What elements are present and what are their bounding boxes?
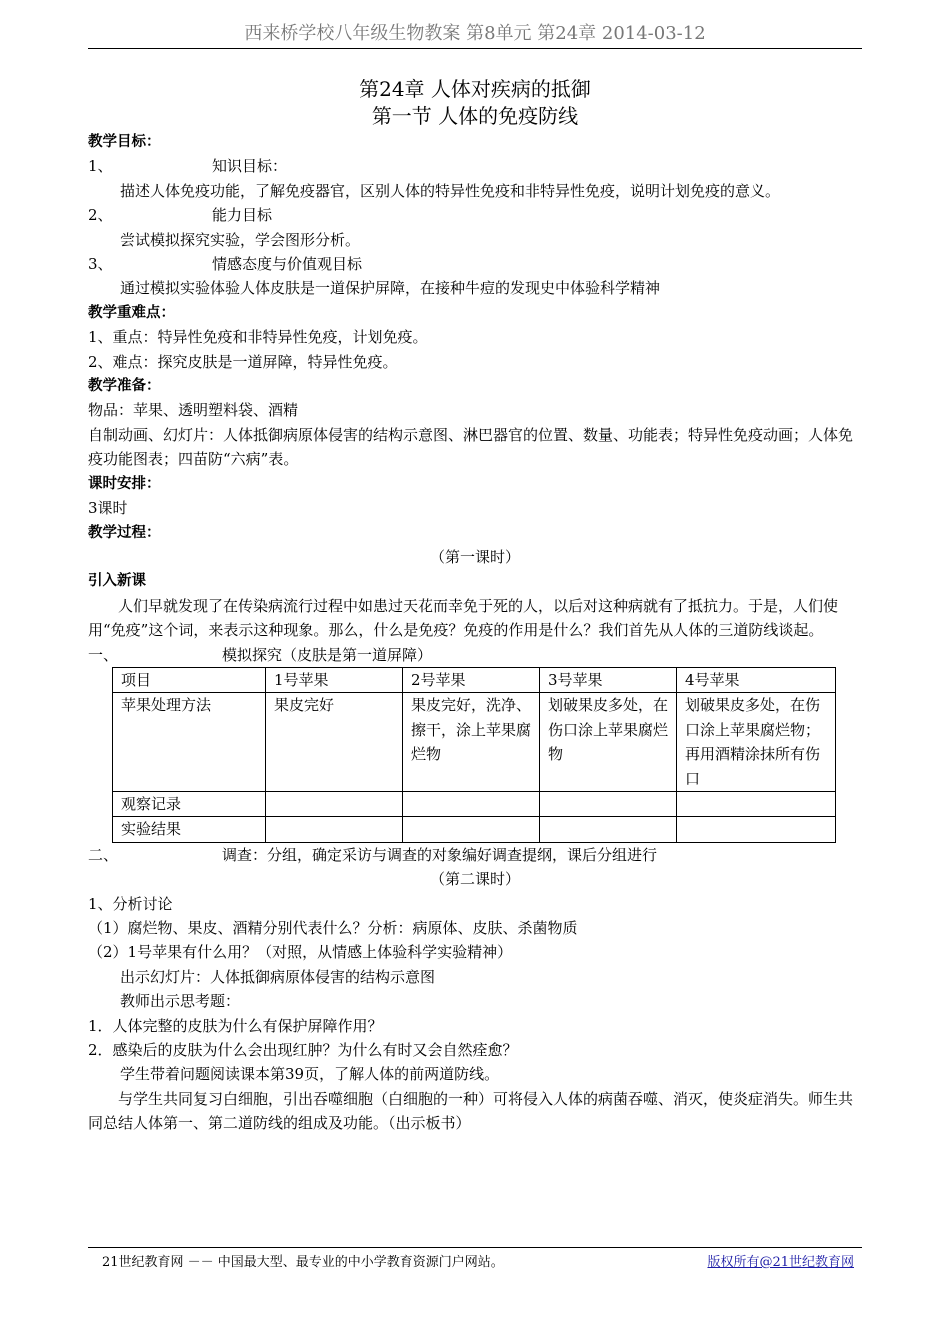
table-cell bbox=[403, 817, 540, 842]
key-heading: 教学重难点： bbox=[88, 304, 175, 321]
table-row bbox=[113, 817, 836, 842]
prep-items: 物品：苹果、透明塑料袋、酒精 bbox=[88, 401, 299, 420]
table-cell bbox=[677, 791, 836, 816]
page-header: 西来桥学校八年级生物教案 第8单元 第24章 2014-03-12 bbox=[88, 20, 862, 49]
footer-site-text: 21世纪教育网 －－ 中国最大型、最专业的中小学教育资源门户网站。 bbox=[102, 1255, 504, 1270]
table-header-cell: 1号苹果 bbox=[266, 667, 403, 692]
goal-text: 描述人体免疫功能，了解免疫器官，区别人体的特异性免疫和非特异性免疫，说明计划免疫的意义。 bbox=[120, 181, 781, 200]
table-cell bbox=[677, 817, 836, 842]
discussion-item: （2）1号苹果有什么用？（对照，从情感上体验科学实验精神） bbox=[88, 943, 513, 962]
teacher-questions-label: 教师出示思考题： bbox=[120, 992, 241, 1011]
goal-3 bbox=[88, 252, 862, 276]
process-heading: 教学过程： bbox=[88, 524, 161, 541]
prep-heading: 教学准备： bbox=[88, 378, 161, 395]
question-item: 1．人体完整的皮肤为什么有保护屏障作用？ bbox=[88, 1016, 383, 1035]
goal-2 bbox=[88, 203, 862, 227]
goal-text: 通过模拟实验体验人体皮肤是一道保护屏障，在接种牛痘的发现史中体验科学精神 bbox=[120, 279, 661, 298]
table-header-cell: 3号苹果 bbox=[540, 667, 677, 692]
goal-text: 尝试模拟探究实验，学会图形分析。 bbox=[120, 230, 361, 249]
table-cell: 划破果皮多处，在伤口涂上苹果腐烂物 bbox=[540, 693, 677, 792]
goal-number: 3、 bbox=[88, 255, 113, 274]
table-cell: 苹果处理方法 bbox=[113, 693, 266, 792]
slide-note: 出示幻灯片：人体抵御病原体侵害的结构示意图 bbox=[120, 967, 436, 986]
table-cell bbox=[540, 791, 677, 816]
discussion-item: （1）腐烂物、果皮、酒精分别代表什么？分析：病原体、皮肤、杀菌物质 bbox=[88, 919, 578, 937]
page-footer bbox=[88, 1247, 862, 1270]
table-header-cell: 4号苹果 bbox=[677, 667, 836, 692]
key-point: 1、重点：特异性免疫和非特异性免疫，计划免疫。 bbox=[88, 328, 428, 347]
hours-value: 3课时 bbox=[88, 499, 128, 518]
chapter-title: 第24章 人体对疾病的抵御 bbox=[359, 77, 591, 101]
experiment-table bbox=[112, 667, 836, 843]
table-header-row bbox=[113, 667, 836, 692]
goal-label: 知识目标： bbox=[212, 157, 288, 176]
table-cell bbox=[540, 817, 677, 842]
intro-paragraph: 人们早就发现了在传染病流行过程中如患过天花而幸免于死的人，以后对这种病就有了抵抗力。于是，人们使用“免疫”这个词，来表示这种现象。那么，什么是免疫？免疫的作用是什么？我们首先从人体的三道防线谈起。 bbox=[88, 596, 839, 640]
goals-heading: 教学目标： bbox=[88, 134, 161, 150]
hours-heading: 课时安排： bbox=[88, 475, 161, 492]
table-cell bbox=[403, 791, 540, 816]
table-cell: 果皮完好，洗净、擦干，涂上苹果腐烂物 bbox=[403, 693, 540, 792]
footer-copyright-link[interactable]: 版权所有@21世纪教育网 bbox=[707, 1255, 854, 1270]
table-cell: 实验结果 bbox=[113, 817, 266, 842]
table-cell: 果皮完好 bbox=[266, 693, 403, 792]
table-cell bbox=[266, 791, 403, 816]
review-paragraph: 与学生共同复习白细胞，引出吞噬细胞（白细胞的一种）可将侵入人体的病菌吞噬、消灭，使炎症消失。师生共同总结人体第一、第二道防线的组成及功能。（出示板书） bbox=[88, 1089, 854, 1133]
table-cell bbox=[266, 817, 403, 842]
table-header-cell: 2号苹果 bbox=[403, 667, 540, 692]
section-2 bbox=[88, 843, 862, 867]
section-number: 一、 bbox=[88, 645, 119, 664]
key-point: 2、难点：探究皮肤是一道屏障，特异性免疫。 bbox=[88, 352, 398, 371]
reading-note: 学生带着问题阅读课本第39页，了解人体的前两道防线。 bbox=[120, 1065, 500, 1084]
table-cell: 观察记录 bbox=[113, 791, 266, 816]
section-text: 模拟探究（皮肤是第一道屏障） bbox=[222, 645, 433, 664]
goal-label: 情感态度与价值观目标 bbox=[212, 255, 363, 274]
goal-number: 1、 bbox=[88, 157, 113, 176]
lesson-1-label: （第一课时） bbox=[429, 547, 520, 566]
table-header-cell: 项目 bbox=[113, 667, 266, 692]
question-item: 2．感染后的皮肤为什么会出现红肿？为什么有时又会自然痊愈？ bbox=[88, 1041, 518, 1060]
discussion-heading: 1、分析讨论 bbox=[88, 894, 173, 913]
table-row bbox=[113, 791, 836, 816]
prep-media: 自制动画、幻灯片：人体抵御病原体侵害的结构示意图、淋巴器官的位置、数量、功能表；特异性免疫动画；人体免疫功能图表；四苗防“六病”表。 bbox=[88, 425, 854, 469]
section-1 bbox=[88, 643, 862, 667]
lesson-2-label: （第二课时） bbox=[429, 870, 520, 889]
intro-heading: 引入新课 bbox=[88, 573, 146, 590]
document-body bbox=[88, 76, 862, 1136]
goal-1 bbox=[88, 154, 862, 178]
section-text: 调查：分组，确定采访与调查的对象编好调查提纲，课后分组进行 bbox=[222, 845, 658, 864]
table-cell: 划破果皮多处，在伤口涂上苹果腐烂物；再用酒精涂抹所有伤口 bbox=[677, 693, 836, 792]
section-number: 二、 bbox=[88, 845, 119, 864]
table-row bbox=[113, 693, 836, 792]
section-title: 第一节 人体的免疫防线 bbox=[371, 104, 579, 128]
goal-number: 2、 bbox=[88, 206, 113, 225]
goal-label: 能力目标 bbox=[212, 206, 273, 225]
